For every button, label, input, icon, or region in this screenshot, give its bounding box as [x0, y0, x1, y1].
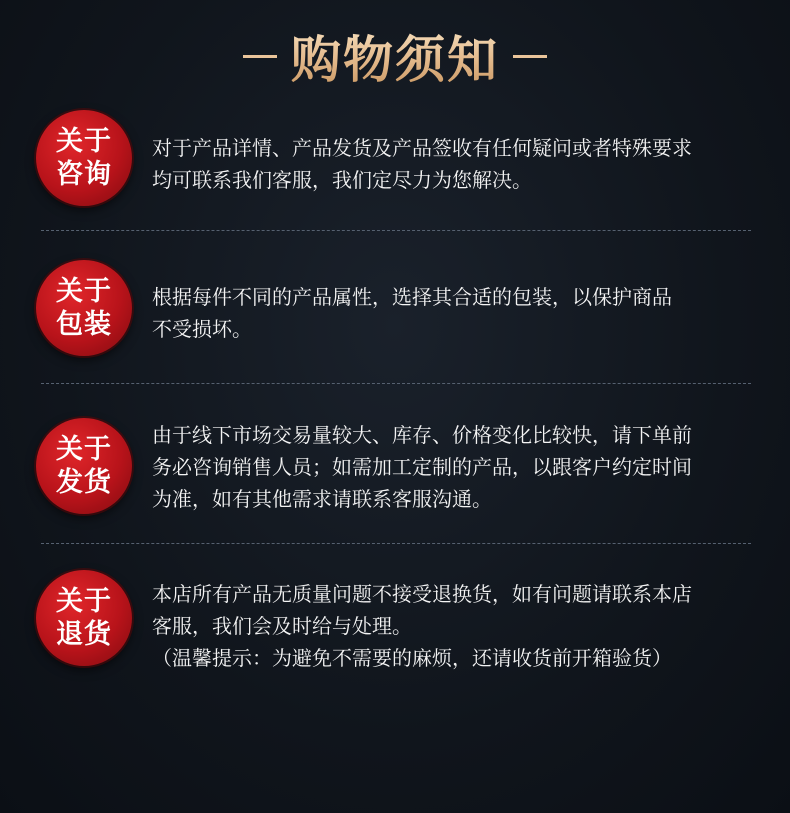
text-line: 均可联系我们客服，我们定尽力为您解决。: [152, 168, 532, 192]
header: [0, 24, 790, 88]
badge-line2: 发货: [56, 467, 112, 498]
title-right-dash: [513, 55, 547, 58]
title-left-dash: [243, 55, 277, 58]
text-line: （温馨提示：为避免不需要的麻烦，还请收货前开箱验货）: [152, 646, 672, 670]
divider: [41, 543, 751, 544]
divider: [41, 383, 751, 384]
text-line: 客服，我们会及时给与处理。: [152, 614, 412, 638]
text-line: 对于产品详情、产品发货及产品签收有任何疑问或者特殊要求: [152, 136, 692, 160]
text-line: 根据每件不同的产品属性，选择其合适的包装，以保护商品: [152, 285, 672, 309]
badge-packaging: [36, 260, 132, 356]
badge-line2: 咨询: [56, 159, 112, 190]
badge-consultation: [36, 110, 132, 206]
badge-line1: 关于: [56, 434, 112, 465]
badge-line1: 关于: [56, 586, 112, 617]
text-line: 由于线下市场交易量较大、库存、价格变化比较快，请下单前: [152, 423, 692, 447]
badge-line2: 退货: [56, 619, 112, 650]
badge-shipping: [36, 418, 132, 514]
text-line: 本店所有产品无质量问题不接受退换货，如有问题请联系本店: [152, 582, 692, 606]
divider: [41, 230, 751, 231]
badge-line1: 关于: [56, 276, 112, 307]
section-text: [152, 578, 752, 674]
badge-returns: [36, 570, 132, 666]
text-line: 为准，如有其他需求请联系客服沟通。: [152, 487, 492, 511]
section-text: [152, 281, 752, 345]
badge-line2: 包装: [56, 309, 112, 340]
page-title: 购物须知: [291, 20, 499, 92]
section-text: [152, 419, 752, 515]
text-line: 不受损坏。: [152, 317, 252, 341]
section-text: [152, 132, 752, 196]
badge-line1: 关于: [56, 126, 112, 157]
text-line: 务必咨询销售人员；如需加工定制的产品，以跟客户约定时间: [152, 455, 692, 479]
